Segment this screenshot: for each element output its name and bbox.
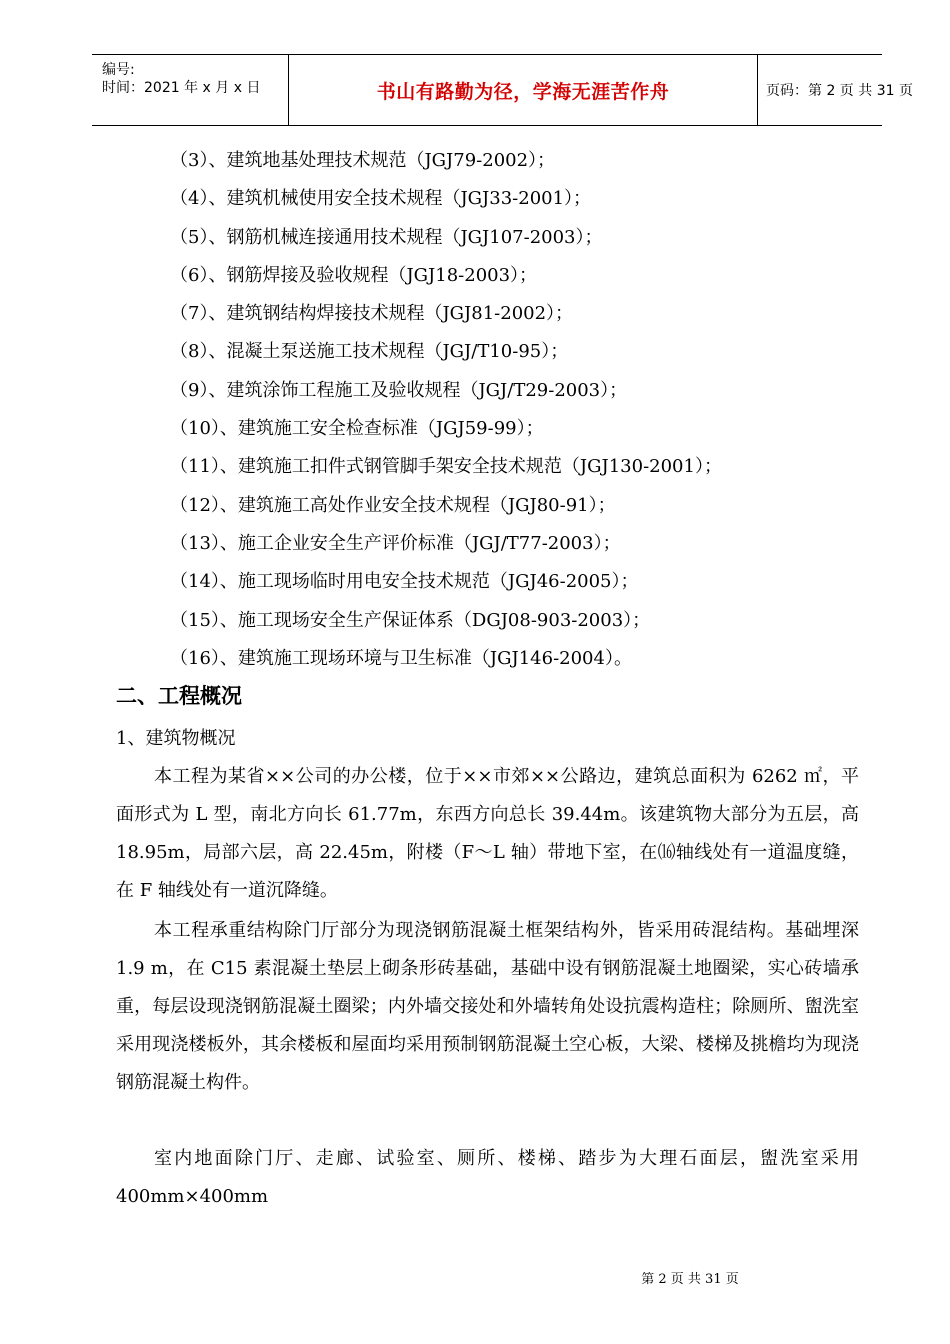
document-time-label: 时间：2021 年 x 月 x 日 [102,80,261,96]
reference-item: （3）、建筑地基处理技术规范（JGJ79-2002）； [170,150,556,171]
page-header [92,54,913,126]
reference-item: （15）、施工现场安全生产保证体系（DGJ08-903-2003）； [170,609,651,631]
reference-item: （11）、建筑施工扣件式钢管脚手架安全技术规范（JGJ130-2001）； [170,456,722,478]
reference-item: （8）、混凝土泵送施工技术规程（JGJ/T10-95）； [170,341,569,363]
reference-item: （12）、建筑施工高处作业安全技术规程（JGJ80-91）； [170,494,616,516]
header-meta-cell [92,55,288,125]
reference-item: （10）、建筑施工安全检查标准（JGJ59-99）； [170,418,544,440]
header-motto-cell [288,55,758,125]
header-motto: 书山有路勤为径，学海无涯苦作舟 [376,80,670,103]
section-heading: 二、工程概况 [116,684,242,708]
footer-page-number: 第 2 页 共 31 页 [641,1272,739,1287]
reference-item: （7）、建筑钢结构焊接技术规程（JGJ81-2002）； [170,303,574,325]
page-footer [0,1268,950,1287]
reference-item: （6）、钢筋焊接及验收规程（JGJ18-2003）； [170,264,538,286]
header-page-number: 页码：第 2 页 共 31 页 [766,83,913,99]
subsection-heading: 1、建筑物概况 [116,728,236,749]
reference-item: （13）、施工企业安全生产评价标准（JGJ/T77-2003）； [170,532,621,554]
reference-item: （4）、建筑机械使用安全技术规程（JGJ33-2001）； [170,188,592,210]
body-paragraph: 本工程为某省××公司的办公楼，位于××市郊××公路边，建筑总面积为 6262 ㎡，平面形式为 L 型，南北方向长 61.77m，东西方向总长 39.44m。该建筑物大部分为五层，高 18.95m，局部六层，高 22.45m，附楼（F～L 轴）带地下室，在⒃轴线处有一道温度缝，在 F 轴线处有一道沉降缝。 [116,766,859,901]
body-paragraph: 室内地面除门厅、走廊、试验室、厕所、楼梯、踏步为大理石面层，盥洗室采用 400mm×400mm [116,1148,859,1207]
reference-item: （5）、钢筋机械连接通用技术规程（JGJ107-2003）； [170,226,603,248]
reference-item: （16）、建筑施工现场环境与卫生标准（JGJ146-2004）。 [170,647,632,669]
reference-standards-list [170,142,890,678]
body-paragraph: 本工程承重结构除门厅部分为现浇钢筋混凝土框架结构外，皆采用砖混结构。基础埋深 1.9 m，在 C15 素混凝土垫层上砌条形砖基础，基础中设有钢筋混凝土地圈梁，实心砖墙承重，每层设现浇钢筋混凝土圈梁；内外墙交接处和外墙转角处设抗震构造柱；除厕所、盥洗室采用现浇楼板外，其余楼板和屋面均采用预制钢筋混凝土空心板，大梁、楼梯及挑檐均为现浇钢筋混凝土构件。 [116,920,859,1093]
reference-item: （14）、施工现场临时用电安全技术规范（JGJ46-2005）； [170,571,639,593]
reference-item: （9）、建筑涂饰工程施工及验收规程（JGJ/T29-2003）； [170,379,628,401]
document-number-label: 编号: [102,62,135,78]
header-page-cell [758,55,913,125]
